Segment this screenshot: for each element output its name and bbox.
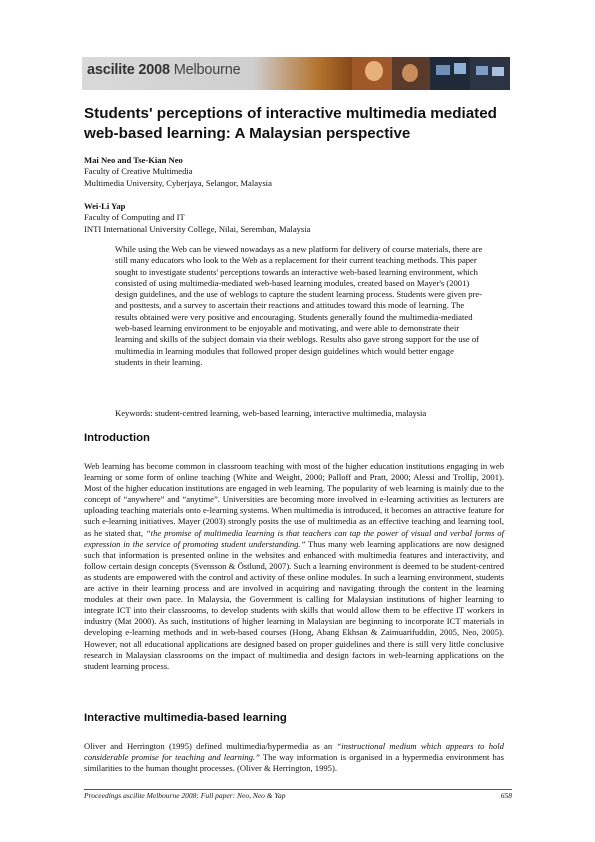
oliver-quote: “instructional medium which appears to hold considerable promise for teaching and learning.” xyxy=(84,741,504,763)
author-names: Wei-Li Yap xyxy=(84,201,126,211)
footer-citation: Proceedings ascilite Melbourne 2008: Full paper: Neo, Neo & Yap xyxy=(84,791,286,800)
author-names: Mai Neo and Tse-Kian Neo xyxy=(84,155,183,165)
mayer-quote: “the promise of multimedia learning is that teachers can tap the power of visual and verbal forms of expression in the service of promoting student understanding.” xyxy=(84,527,504,549)
author-block-1 xyxy=(84,155,504,189)
author-department: Faculty of Creative Multimedia xyxy=(84,166,193,177)
section-heading-introduction: Introduction xyxy=(84,432,150,444)
conference-banner xyxy=(82,57,510,90)
introduction-paragraph: Web learning has become common in classroom teaching with most of the higher education institutions engaging in web learning or some form of online teaching (White and Weight, 2000; Palloff and Pratt, 2000; Alessi and Trollip, 2001). Most of the higher education institutions are engaged in web learning. The popularity of web learning is mainly due to the concept of “anywhere” and “anytime”. Universities are becoming more involved in e-learning activities as lecturers are uploading teaching materials onto e-learning systems. When multimedia is introduced, it becomes an attractive feature for such e-learning initiatives. Mayer (2003) strongly posits the use of multimedia as an effective teaching and learning tool, as he stated that, “the promise of multimedia learning is that teachers can tap the power of visual and verbal forms of expression in the service of promoting student understanding.” Thus many web learning applications are now designed such that information is presented online in the websites and enhanced with multimedia features and interactivity, and follow certain design concepts (Svensson & Östlund, 2007). Such a learning environment is deemed to be student-centred as students are empowered with the control and activity of these online modules. In such a learning environment, students are active in their learning process and are involved in acquiring and navigating through the content in the learning modules at their own pace. In Malaysia, the Government is calling for Malaysian institutions of higher learning to integrate ICT into their classrooms, to develop students with skills that would allow them to be effective IT workers in industry (Mat 2000). As such, institutions of higher learning in Malaysian are beginning to incorporate ICT materials in developing e-learning methods and in web-based courses (Hong, Abang Ekhsan & Zaimuarifuddin, 2005, Neo, 2005). However, not all educational applications are designed based on proper guidelines and there is still very little conclusive research in Malaysian classrooms on the impact of multimedia and design factors in web-learning applications on the student learning process. xyxy=(84,461,504,671)
author-institution: INTI International University College, Nilai, Seremban, Malaysia xyxy=(84,223,311,234)
author-block-2 xyxy=(84,201,504,235)
footer-divider xyxy=(84,789,512,790)
section-heading-multimedia-learning: Interactive multimedia-based learning xyxy=(84,712,287,724)
abstract: While using the Web can be viewed nowadays as a new platform for delivery of course materials, there are still many educators who look to the Web as a replacement for their current teaching methods. This paper sought to investigate students' perceptions towards an interactive web-based learning environment, which consisted of using multimedia-mediated web-based learning modules, created based on Mayer's (2001) design guidelines, and the use of weblogs to capture the student learning process. Students were given pre-and posttests, and a survey to ascertain their reactions and attitudes toward this mode of learning. The results obtained were very positive and encouraging. Students generally found the multimedia-mediated web-based learning environment to be enjoyable and motivating, and were able to demonstrate their learning and skills of the subject domain via their weblogs. Results also gave strong support for the use of multimedia in learning modules that followed proper design guidelines which would better engage students in their learning. xyxy=(115,244,483,367)
conference-logo: ascilite 2008 Melbourne xyxy=(87,62,241,78)
page-number: 658 xyxy=(500,791,512,800)
banner-photo-collage xyxy=(352,57,510,90)
paper-title: Students' perceptions of interactive multimedia mediated web-based learning: A Malaysian perspective xyxy=(84,105,497,142)
multimedia-learning-paragraph: Oliver and Herrington (1995) defined multimedia/hypermedia as an “instructional medium which appears to hold considerable promise for teaching and learning.” The way information is organised in a hypermedia environment has similarities to the human thought processes. (Oliver & Herrington, 1995). xyxy=(84,741,504,774)
author-department: Faculty of Computing and IT xyxy=(84,212,185,223)
keywords: Keywords: student-centred learning, web-based learning, interactive multimedia, malaysia xyxy=(115,408,427,418)
author-institution: Multimedia University, Cyberjaya, Selangor, Malaysia xyxy=(84,177,272,188)
